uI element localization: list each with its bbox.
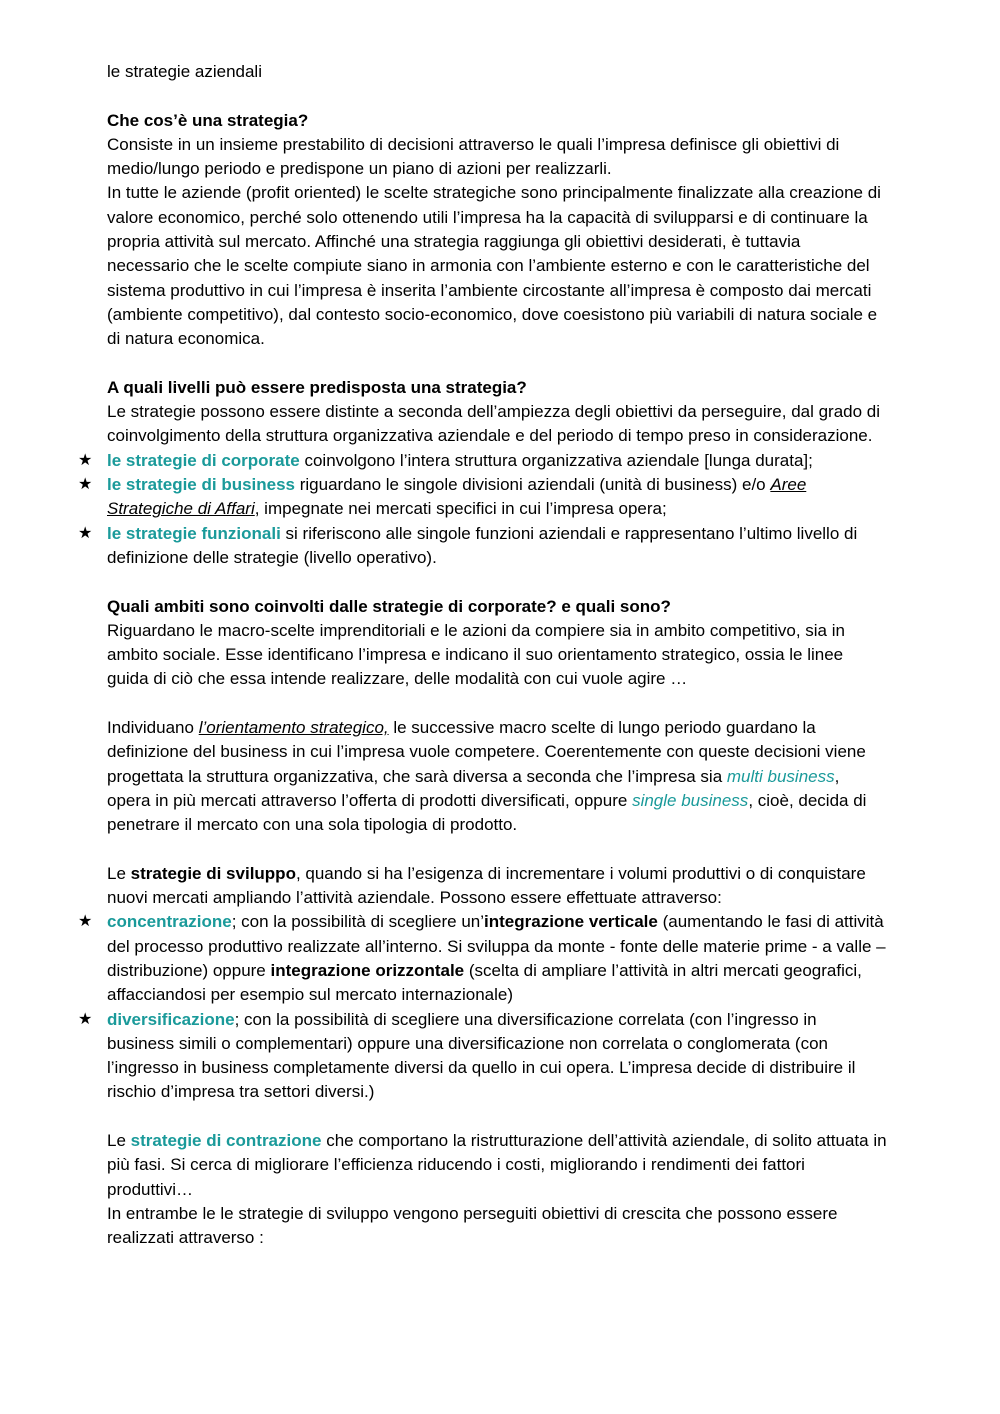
- list-item-text: , impegnate nei mercati specifici in cui l’impresa opera;: [254, 499, 667, 519]
- term-integrazione-orizzontale: integrazione orizzontale: [270, 960, 465, 980]
- paragraph: Riguardano le macro-scelte imprenditoriali e le azioni da compiere sia in ambito competitivo, sia in ambito sociale. Esse identificano l’impresa e indicano il suo orientamento strategico, ossia le linee guida di ciò che essa intende realizzare, delle modalità con cui vuole agire …: [107, 620, 845, 689]
- list-item-corporate: [78, 449, 887, 473]
- star-bullet-icon: ★: [78, 451, 93, 469]
- term-concentrazione: concentrazione: [107, 912, 232, 932]
- list-item-diversificazione: [78, 1008, 887, 1105]
- term-integrazione-verticale: integrazione verticale: [484, 912, 658, 932]
- link-orientamento-strategico[interactable]: l’orientamento strategico,: [198, 718, 389, 738]
- paragraph: In tutte le aziende (profit oriented) le scelte strategiche sono principalmente finalizzate alla creazione di valore economico, perché solo ottenendo utili l’impresa ha la capacità di svilupparsi e di continuare la propria attività sul mercato. Affinché una strategia raggiunga gli obiettivi desiderati, è tuttavia necessario che le scelte compiute siano in armonia con l’ambiente esterno e con le caratteristiche del sistema produttivo in cui l’impresa è inserita l’ambiente circostante all’impresa è composto dai mercati (ambiente competitivo), dal contesto socio-economico, dove coesistono più variabili di natura sociale e di natura economica.: [107, 183, 881, 349]
- paragraph: Le strategie possono essere distinte a seconda dell’ampiezza degli obiettivi da perseguire, dal grado di coinvolgimento della struttura organizzativa aziendale e del periodo di tempo preso in considerazione.: [107, 402, 881, 446]
- paragraph: [107, 1129, 887, 1202]
- text-run: , cioè, decida di penetrare il mercato con una sola tipologia di prodotto.: [107, 790, 867, 835]
- star-bullet-icon: ★: [78, 476, 93, 494]
- text-run: (aumentando le fasi di attività del processo produttivo realizzate all’interno. Si sviluppa da monte - fonte delle materie prime - a valle – distribuzione) oppure: [107, 912, 886, 980]
- list-item-funzionali: [78, 522, 887, 571]
- term-multi-business: multi business: [726, 766, 835, 786]
- section-heading-what-is-strategy: Che cos’è una strategia?: [107, 110, 309, 130]
- text-run: Le: [107, 1131, 131, 1151]
- section-heading-corporate-scope: Quali ambiti sono coinvolti dalle strategie di corporate? e quali sono?: [107, 596, 671, 616]
- list-item-concentrazione: [78, 910, 887, 1007]
- term-strategie-sviluppo: strategie di sviluppo: [130, 863, 296, 883]
- text-run: (scelta di ampliare l’attività in altri mercati geografici, affacciandosi per esempio sul mercato internazionale): [107, 960, 862, 1005]
- term-single-business: single business: [632, 790, 749, 810]
- text-run: ; con la possibilità di scegliere un’: [231, 912, 485, 932]
- term-strategie-contrazione: strategie di contrazione: [130, 1131, 322, 1151]
- text-run: che comportano la ristrutturazione dell’attività aziendale, di solito attuata in più fasi. Si cerca di migliorare l’efficienza riducendo i costi, migliorando i rendimenti dei fattori produttivi…: [107, 1131, 887, 1199]
- document-page: [78, 60, 887, 1251]
- term-business: le strategie di business: [107, 475, 296, 495]
- paragraph: [107, 716, 887, 837]
- text-run: Le: [107, 863, 131, 883]
- term-funzionali: le strategie funzionali: [107, 523, 281, 543]
- section-heading-levels: A quali livelli può essere predisposta una strategia?: [107, 377, 527, 397]
- star-bullet-icon: ★: [78, 524, 93, 542]
- text-run: , opera in più mercati attraverso l’offerta di prodotti diversificati, oppure: [107, 766, 840, 810]
- text-run: le successive macro scelte di lungo periodo guardano la definizione del business in cui l’impresa vuole competere. Coerentemente con queste decisioni viene progettata la struttura organizzativa, che sarà diversa a seconda che l’impresa sia: [107, 718, 866, 786]
- list-item-text: si riferiscono alle singole funzioni aziendali e rappresentano l’ultimo livello di definizione delle strategie (livello operativo).: [107, 523, 858, 567]
- list-item-text: riguardano le singole divisioni aziendali (unità di business) e/o: [295, 475, 771, 495]
- term-diversificazione: diversificazione: [107, 1009, 235, 1029]
- term-corporate: le strategie di corporate: [107, 450, 300, 470]
- paragraph: In entrambe le le strategie di sviluppo vengono perseguiti obiettivi di crescita che possono essere realizzati attraverso :: [107, 1203, 838, 1248]
- star-bullet-icon: ★: [78, 913, 93, 931]
- paragraph: Consiste in un insieme prestabilito di decisioni attraverso le quali l’impresa definisce gli obiettivi di medio/lungo periodo e predispone un piano di azioni per realizzarli.: [107, 134, 840, 179]
- list-item-text: coinvolgono l’intera struttura organizzativa aziendale [lunga durata];: [299, 450, 813, 470]
- star-bullet-icon: ★: [78, 1010, 93, 1028]
- text-run: , quando si ha l’esigenza di incrementare i volumi produttivi o di conquistare nuovi mercati ampliando l’attività aziendale. Possono essere effettuate attraverso:: [107, 863, 866, 908]
- document-title: le strategie aziendali: [107, 62, 262, 81]
- text-run: ; con la possibilità di scegliere una diversificazione correlata (con l’ingresso in business simili o complementari) oppure una diversificazione non correlata o conglomerata (con l’ingresso in business completamente diversi da quello in cui opera. L’impresa decide di distribuire il rischio d’impresa tra settori diversi.): [107, 1009, 856, 1102]
- text-run: Individuano: [107, 718, 199, 738]
- list-item-business: [78, 473, 887, 522]
- link-aree-strategiche[interactable]: Aree Strategiche di Affari: [107, 475, 807, 519]
- paragraph: [107, 862, 887, 911]
